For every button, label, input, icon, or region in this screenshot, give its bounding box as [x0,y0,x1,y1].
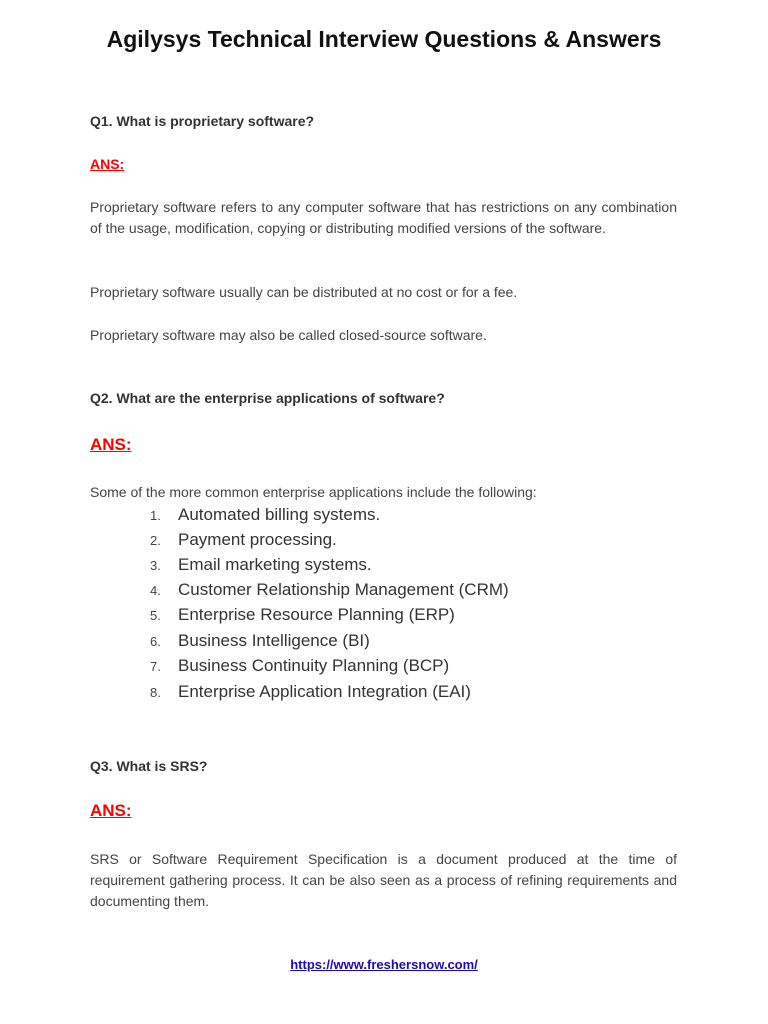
list-number: 7. [150,659,161,674]
answer-1-paragraph-3: Proprietary software may also be called closed-source software. [90,327,487,343]
list-number: 6. [150,634,161,649]
page-title: Agilysys Technical Interview Questions & Answers [106,26,662,52]
answer-label-3: ANS: [90,801,132,820]
list-number: 2. [150,533,161,548]
list-item [150,605,455,630]
list-item [150,631,370,656]
answer-label-2: ANS: [90,435,132,454]
list-item [150,580,509,605]
list-number: 3. [150,558,161,573]
list-text: Automated billing systems. [178,505,381,524]
list-text: Business Continuity Planning (BCP) [178,656,450,675]
answer-3-paragraph: SRS or Software Requirement Specification is a document produced at the time of requirement gathering process. It can be also seen as a process of refining requirements and documenting them. [90,851,677,909]
list-text: Business Intelligence (BI) [178,631,370,650]
list-text: Enterprise Resource Planning (ERP) [178,605,455,624]
question-3: Q3. What is SRS? [90,758,208,774]
list-number: 1. [150,508,161,523]
list-item [150,682,471,707]
list-item [150,505,380,530]
list-item [150,555,372,580]
list-text: Customer Relationship Management (CRM) [178,580,509,599]
question-1: Q1. What is proprietary software? [90,113,315,129]
answer-1-paragraph-1: Proprietary software refers to any computer software that has restrictions on any combination of the usage, modification, copying or distributing modified versions of the software. [90,199,677,236]
list-number: 5. [150,608,161,623]
answer-1-paragraph-2: Proprietary software usually can be distributed at no cost or for a fee. [90,284,518,300]
list-item [150,656,449,681]
list-number: 4. [150,583,161,598]
answer-2-intro: Some of the more common enterprise applications include the following: [90,484,537,500]
list-text: Email marketing systems. [178,555,372,574]
list-text: Payment processing. [178,530,337,549]
question-2: Q2. What are the enterprise applications of software? [90,390,445,406]
list-text: Enterprise Application Integration (EAI) [178,682,471,701]
footer-link[interactable]: https://www.freshersnow.com/ [290,957,478,972]
list-number: 8. [150,685,161,700]
answer-label-1: ANS: [90,156,125,172]
list-item [150,530,337,555]
